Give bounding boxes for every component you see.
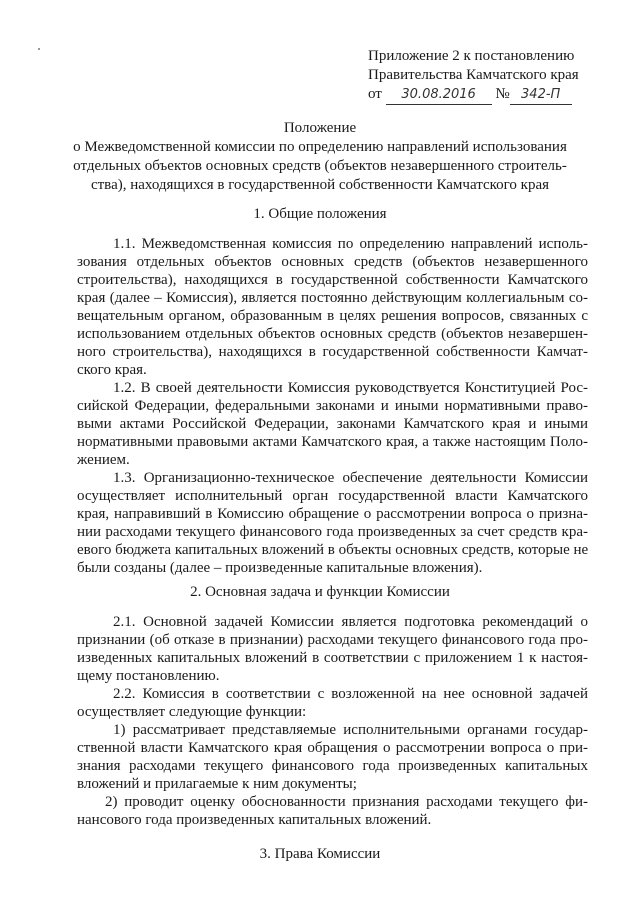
paragraph-line: евого бюджета капитальных вложений в объекты основных средств, которые не — [77, 542, 589, 558]
scan-speck — [38, 48, 40, 50]
paragraph-line: зования отдельных объектов основных средств (объектов незавершенного — [77, 254, 588, 270]
header-date-number — [368, 85, 572, 105]
section-1-heading: 1. Общие положения — [253, 206, 387, 222]
paragraph-line: осуществляет следующие функции: — [77, 704, 307, 720]
paragraph-line: были созданы (далее – произведенные капитальные вложения). — [77, 560, 483, 576]
paragraph-line: жением. — [77, 452, 130, 468]
paragraph-line: 2.2. Комиссия в соответствии с возложенной на нее основной задачей — [113, 686, 588, 702]
list-item-line: вложений и прилагаемые к ним документы; — [77, 776, 357, 792]
paragraph-line: 1.2. В своей деятельности Комиссия руководствуется Конституцией Рос- — [113, 380, 588, 396]
paragraph-line: 1.1. Межведомственная комиссия по определению направлений исполь- — [113, 236, 588, 252]
list-item-line: 2) проводит оценку обоснованности признания расходами текущего фи- — [105, 794, 588, 810]
paragraph-line: ного строительства), находящихся в государственной собственности Камчат- — [77, 344, 588, 360]
paragraph-line: края, направивший в Комиссию обращение о рассмотрении вопроса о призна- — [77, 506, 588, 522]
paragraph-line: нии расходами текущего финансового года произведенных за счет средств кра- — [77, 524, 588, 540]
list-item-line: ственной власти Камчатского края обращения о рассмотрении вопроса о при- — [77, 740, 588, 756]
paragraph-line: края (далее – Комиссия), является постоянно действующим коллегиальным со- — [77, 290, 588, 306]
section-3-heading: 3. Права Комиссии — [259, 846, 381, 862]
paragraph-line: использованием отдельных объектов основных средств (объектов незавершен- — [77, 326, 588, 342]
list-item-line: знания расходами текущего финансового года произведенных капитальных — [77, 758, 588, 774]
paragraph-line: ского края. — [77, 362, 147, 378]
title-line: отдельных объектов основных средств (объектов незавершенного строитель- — [73, 158, 567, 174]
header-line-2: Правительства Камчатского края — [368, 67, 579, 83]
title-line: ства), находящихся в государственной собственности Камчатского края — [90, 177, 550, 193]
header-number-label: № — [495, 86, 510, 102]
paragraph-line: строительства), находящихся в государственной собственности Камчатского — [77, 272, 588, 288]
header-ot-label: от — [368, 86, 382, 102]
paragraph-line: 2.1. Основной задачей Комиссии является подготовка рекомендаций о — [113, 614, 588, 630]
list-item-line: 1) рассматривает представляемые исполнительными органами государ- — [113, 722, 588, 738]
paragraph-line: вещательным органом, образованным в целях решения вопросов, связанных с — [77, 308, 588, 324]
header-line-1: Приложение 2 к постановлению — [368, 48, 575, 64]
document-title: Положение — [283, 120, 357, 136]
header-date: 30.08.2016 — [386, 86, 492, 105]
paragraph-line: выми актами Российской Федерации, законами Камчатского края и иными — [77, 416, 588, 432]
paragraph-line: признании (об отказе в признании) расходами текущего финансового года про- — [77, 632, 588, 648]
title-line: о Межведомственной комиссии по определению направлений использования — [73, 139, 567, 155]
paragraph-line: нормативными правовыми актами Камчатского края, а также настоящим Поло- — [77, 434, 588, 450]
paragraph-line: сийской Федерации, федеральными законами и иными нормативными право- — [77, 398, 588, 414]
section-2-heading: 2. Основная задача и функции Комиссии — [190, 584, 450, 600]
paragraph-line: 1.3. Организационно-техническое обеспечение деятельности Комиссии — [113, 470, 588, 486]
header-number: 342-П — [510, 86, 572, 105]
paragraph-line: щему постановлению. — [77, 668, 220, 684]
paragraph-line: осуществляет исполнительный орган государственной власти Камчатского — [77, 488, 588, 504]
paragraph-line: изведенных капитальных вложений в соответствии с приложением 1 к настоя- — [77, 650, 588, 666]
list-item-line: нансового года произведенных капитальных вложений. — [77, 812, 432, 828]
